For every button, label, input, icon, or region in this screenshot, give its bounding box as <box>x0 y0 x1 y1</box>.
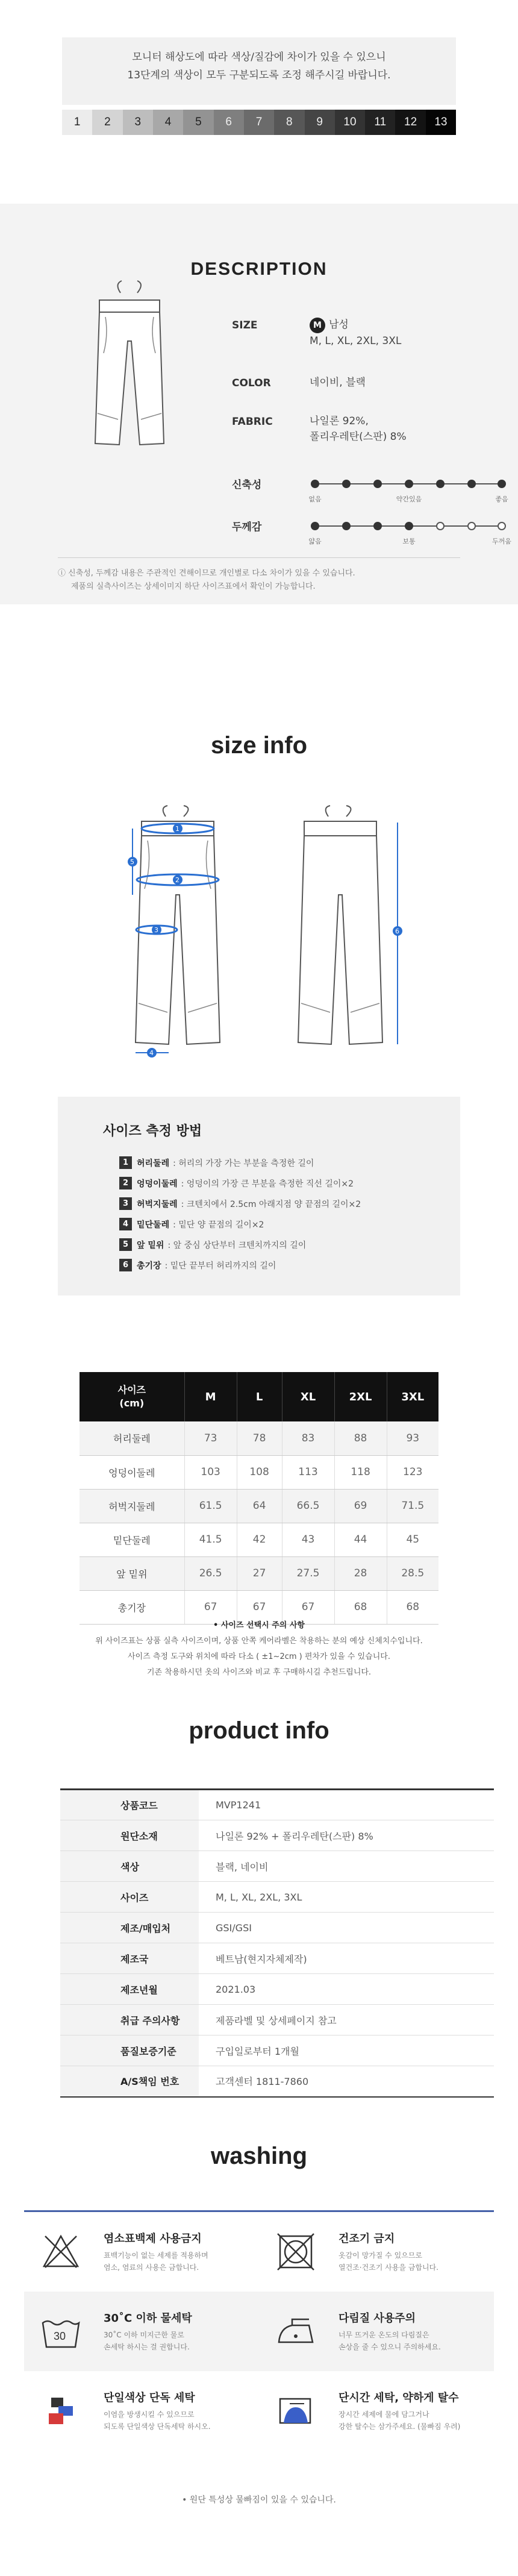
cell: 68 <box>334 1590 387 1624</box>
scale-dot <box>498 522 506 530</box>
note-line-1: ⓘ 신축성, 두께감 내용은 주관적인 견해이므로 개인별로 다소 차이가 있을 수 있습니다. <box>58 569 355 578</box>
washing-desc-line: 되도록 단일색상 단독세탁 하시오. <box>104 2422 211 2431</box>
measure-num: 2 <box>119 1177 132 1189</box>
info-value: 2021.03 <box>199 1974 494 2005</box>
cell: 66.5 <box>282 1489 334 1523</box>
table-row <box>60 1913 494 1943</box>
size-value <box>310 317 401 349</box>
info-key: 색상 <box>60 1851 199 1882</box>
cell: 28.5 <box>387 1556 438 1590</box>
scale-dot <box>342 522 351 530</box>
table-row <box>80 1556 438 1590</box>
measure-desc: : 크텐치에서 2.5cm 아래지점 양 끝점의 길이×2 <box>181 1199 361 1209</box>
table-row <box>60 2066 494 2097</box>
washing-item-title: 다림질 사용주의 <box>339 2312 416 2325</box>
description-title: DESCRIPTION <box>190 259 328 279</box>
measure-desc: : 앞 중심 상단부터 크텐치까지의 길이 <box>167 1240 307 1250</box>
stretch-label: 신축성 <box>232 479 262 491</box>
cell: 68 <box>387 1590 438 1624</box>
scale-dot <box>436 522 445 530</box>
notice-line-2: 13단계의 색상이 모두 구분되도록 조정 해주시길 바랍니다. <box>127 69 391 81</box>
row-label: 허벅지둘레 <box>80 1489 184 1523</box>
gentle-wash-icon <box>274 2389 317 2433</box>
cell: 69 <box>334 1489 387 1523</box>
cell: 61.5 <box>184 1489 237 1523</box>
svg-text:1: 1 <box>175 825 179 833</box>
size-note-line-3: 기존 착용하시던 옷의 사이즈와 비교 후 구매하시길 추천드립니다. <box>146 1668 372 1677</box>
no-tumble-dry-icon <box>274 2230 317 2274</box>
table-row <box>80 1455 438 1489</box>
size-note-line-2: 사이즈 측정 도구와 위치에 따라 다소 ( ±1~2cm ) 편차가 있을 수 있습니다. <box>128 1652 390 1661</box>
washing-row <box>24 2212 494 2292</box>
svg-text:5: 5 <box>130 858 134 866</box>
measure-name: 허리둘레 <box>137 1158 170 1168</box>
grayscale-step: 8 <box>274 110 304 135</box>
pants-sketch-icon <box>78 275 181 456</box>
table-row <box>60 2005 494 2035</box>
cell: 67 <box>184 1590 237 1624</box>
info-value: 구입일로부터 1개월 <box>199 2035 494 2066</box>
info-key: 품질보증기준 <box>60 2035 199 2066</box>
info-key: 상품코드 <box>60 1790 199 1820</box>
svg-text:30: 30 <box>54 2330 66 2342</box>
measure-item <box>119 1238 306 1251</box>
washing-item-title: 염소표백제 사용금지 <box>104 2233 202 2245</box>
size-note-line-1: 위 사이즈표는 상품 실측 사이즈이며, 상품 안쪽 케어라벨은 착용하는 분의 예상 신체치수입니다. <box>95 1637 423 1646</box>
measure-num: 6 <box>119 1259 132 1271</box>
washing-item-desc <box>339 2249 486 2274</box>
table-row <box>60 1974 494 2005</box>
row-label: 총기장 <box>80 1590 184 1624</box>
note-line-2: 제품의 실측사이즈는 상세이미지 하단 사이즈표에서 확인이 가능합니다. <box>71 582 316 591</box>
info-value: 고객센터 1811-7860 <box>199 2066 494 2097</box>
scale-dot <box>405 522 413 530</box>
cell: 73 <box>184 1421 237 1455</box>
measure-num: 3 <box>119 1197 132 1210</box>
table-row <box>80 1489 438 1523</box>
washing-item-title: 단일색상 단독 세탁 <box>104 2392 195 2404</box>
measure-name: 밑단둘레 <box>137 1220 170 1230</box>
scale-dot <box>467 522 476 530</box>
grayscale-step: 4 <box>153 110 183 135</box>
washing-item <box>259 2212 494 2292</box>
washing-item-desc <box>104 2329 251 2353</box>
scale-label: 두꺼움 <box>492 537 511 545</box>
size-list: M, L, XL, 2XL, 3XL <box>310 335 402 347</box>
grayscale-step: 3 <box>123 110 153 135</box>
cell: 108 <box>237 1455 282 1489</box>
scale-dot <box>467 480 476 488</box>
stretch-scale <box>310 478 508 509</box>
row-label: 밑단둘레 <box>80 1523 184 1556</box>
header-col: L <box>237 1372 282 1421</box>
cell: 41.5 <box>184 1523 237 1556</box>
measure-num: 5 <box>119 1238 132 1251</box>
info-key: 제조/매입처 <box>60 1913 199 1943</box>
size-info-title: size info <box>210 732 308 759</box>
info-key: 제조년월 <box>60 1974 199 2005</box>
scale-label: 좋음 <box>495 495 508 503</box>
no-bleach-icon <box>39 2230 83 2274</box>
washing-desc-line: 열건조·건조기 사용을 금합니다. <box>339 2263 438 2272</box>
grayscale-step: 6 <box>214 110 244 135</box>
measure-desc: : 밑단 양 끝점의 길이×2 <box>173 1220 264 1230</box>
divider <box>58 557 460 558</box>
scale-dot <box>342 480 351 488</box>
washing-desc-line: 옷감이 망가질 수 있으므로 <box>339 2251 422 2260</box>
scale-dot <box>405 480 413 488</box>
measure-name: 앞 밑위 <box>137 1240 164 1250</box>
measure-name: 허벅지둘레 <box>137 1199 178 1209</box>
cell: 123 <box>387 1455 438 1489</box>
product-info-title: product info <box>189 1717 329 1744</box>
cell: 44 <box>334 1523 387 1556</box>
cell: 83 <box>282 1421 334 1455</box>
cell: 64 <box>237 1489 282 1523</box>
washing-row <box>24 2371 494 2451</box>
washing-desc-line: 표백기능이 없는 세제를 적용하며 <box>104 2251 208 2260</box>
grayscale-step: 5 <box>183 110 213 135</box>
info-value: MVP1241 <box>199 1790 494 1820</box>
grayscale-step: 7 <box>244 110 274 135</box>
wash-30-icon <box>39 2310 83 2353</box>
measure-desc: : 허리의 가장 가는 부분을 측정한 길이 <box>173 1158 314 1168</box>
row-label: 허리둘레 <box>80 1421 184 1455</box>
thickness-scale <box>308 521 511 551</box>
cell: 42 <box>237 1523 282 1556</box>
grayscale-step: 2 <box>92 110 122 135</box>
notice-line-1: 모니터 해상도에 따라 색상/질감에 차이가 있을 수 있으니 <box>132 51 386 63</box>
size-table-header <box>80 1372 438 1421</box>
cell: 113 <box>282 1455 334 1489</box>
header-col: XL <box>282 1372 334 1421</box>
washing-desc-line: 염소, 염료의 사용은 금합니다. <box>104 2263 199 2272</box>
info-value: 나일론 92% + 폴리우레탄(스판) 8% <box>199 1820 494 1851</box>
cell: 28 <box>334 1556 387 1590</box>
color-value: 네이비, 블랙 <box>310 377 366 389</box>
row-label: 앞 밑위 <box>80 1556 184 1590</box>
row-label: 엉덩이둘레 <box>80 1455 184 1489</box>
measure-item <box>119 1156 314 1169</box>
measurement-title: 사이즈 측정 방법 <box>103 1124 202 1139</box>
grayscale-step: 12 <box>395 110 425 135</box>
measurement-guide <box>58 1097 460 1296</box>
svg-text:4: 4 <box>149 1049 154 1057</box>
info-key: 사이즈 <box>60 1882 199 1913</box>
size-diagram-front-icon <box>108 804 247 1064</box>
cell: 43 <box>282 1523 334 1556</box>
cell: 103 <box>184 1455 237 1489</box>
description-section <box>0 204 518 604</box>
measure-item <box>119 1177 354 1189</box>
measure-desc: : 밑단 끝부터 허리까지의 길이 <box>164 1261 276 1271</box>
info-value: 블랙, 네이비 <box>199 1851 494 1882</box>
washing-item-title: 30˚C 이하 물세탁 <box>104 2312 192 2325</box>
info-value: M, L, XL, 2XL, 3XL <box>199 1882 494 1913</box>
thickness-label: 두께감 <box>232 521 262 533</box>
info-value: 제품라벨 및 상세페이지 참고 <box>199 2005 494 2035</box>
washing-item <box>259 2371 494 2451</box>
cell: 118 <box>334 1455 387 1489</box>
header-col: 3XL <box>387 1372 438 1421</box>
washing-item-desc <box>104 2408 251 2433</box>
grayscale-step: 13 <box>426 110 456 135</box>
size-note-title: • 사이즈 선택시 주의 사항 <box>213 1621 305 1630</box>
washing-desc-line: 장시간 세제에 물에 담그거나 <box>339 2410 429 2419</box>
size-note <box>0 1618 518 1681</box>
washing-desc-line: 강한 탈수는 삼가주세요. (물빠짐 우려) <box>339 2422 461 2431</box>
scale-dot <box>373 522 382 530</box>
size-table <box>80 1372 438 1625</box>
washing-desc-line: 손상을 줄 수 있으니 주의하세요. <box>339 2343 441 2351</box>
measure-item <box>119 1197 361 1210</box>
washing-item-title: 단시간 세탁, 약하게 탈수 <box>339 2392 459 2404</box>
svg-text:2: 2 <box>175 876 179 884</box>
scale-label: 약간있음 <box>396 495 422 503</box>
table-row <box>60 1943 494 1974</box>
washing-desc-line: 30˚C 이하 미지근한 물로 <box>104 2331 184 2339</box>
header-unit: (cm) <box>119 1397 145 1409</box>
cell: 93 <box>387 1421 438 1455</box>
table-row <box>60 1820 494 1851</box>
grayscale-step: 11 <box>365 110 395 135</box>
fabric-label: FABRIC <box>232 416 273 428</box>
cell: 27.5 <box>282 1556 334 1590</box>
table-row <box>60 1851 494 1882</box>
product-info-table <box>60 1788 494 2098</box>
scale-dot <box>373 480 382 488</box>
washing-item-desc <box>339 2329 486 2353</box>
color-notice-box <box>62 37 456 105</box>
grayscale-step: 10 <box>335 110 365 135</box>
separate-wash-icon <box>39 2389 83 2433</box>
cell: 88 <box>334 1421 387 1455</box>
cell: 26.5 <box>184 1556 237 1590</box>
fabric-line-1: 나일론 92%, <box>310 415 369 427</box>
color-label: COLOR <box>232 377 271 389</box>
scale-label: 없음 <box>308 495 322 503</box>
cell: 67 <box>282 1590 334 1624</box>
washing-item-desc <box>104 2249 251 2274</box>
info-key: 원단소재 <box>60 1820 199 1851</box>
washing-desc-line: 이염을 방생시킬 수 있으므로 <box>104 2410 195 2419</box>
washing-title: washing <box>210 2143 308 2169</box>
measure-name: 총기장 <box>137 1261 161 1271</box>
scale-dot <box>311 522 319 530</box>
scale-label: 얇음 <box>308 537 322 545</box>
table-row <box>80 1421 438 1455</box>
iron-warning-icon <box>274 2310 317 2353</box>
washing-desc-line: 너무 뜨거운 온도의 다림질은 <box>339 2331 429 2339</box>
washing-footer-note: • 원단 특성상 물빠짐이 있을 수 있습니다. <box>182 2495 336 2505</box>
measure-name: 엉덩이둘레 <box>137 1179 178 1189</box>
header-size <box>80 1372 184 1421</box>
washing-item <box>259 2292 494 2371</box>
washing-item <box>24 2212 259 2292</box>
male-badge: M <box>310 318 325 333</box>
cell: 71.5 <box>387 1489 438 1523</box>
header-col: 2XL <box>334 1372 387 1421</box>
description-note <box>58 567 479 594</box>
washing-item <box>24 2371 259 2451</box>
measure-num: 4 <box>119 1218 132 1230</box>
table-row <box>60 1790 494 1820</box>
info-key: A/S책임 번호 <box>60 2066 199 2097</box>
washing-item-desc <box>339 2408 486 2433</box>
svg-text:3: 3 <box>154 926 158 934</box>
grayscale-step: 9 <box>305 110 335 135</box>
size-diagram-back-icon <box>271 804 422 1064</box>
table-row <box>60 1882 494 1913</box>
washing-grid <box>24 2212 494 2451</box>
measure-item <box>119 1259 276 1271</box>
fabric-value <box>310 413 407 445</box>
info-value: GSI/GSI <box>199 1913 494 1943</box>
table-row <box>80 1523 438 1556</box>
washing-desc-line: 손세탁 하시는 걸 권합니다. <box>104 2343 190 2351</box>
header-col: M <box>184 1372 237 1421</box>
measure-item <box>119 1218 264 1230</box>
scale-dot <box>311 480 319 488</box>
washing-row <box>24 2292 494 2371</box>
fabric-line-2: 폴리우레탄(스판) 8% <box>310 431 407 443</box>
scale-dot <box>436 480 445 488</box>
cell: 27 <box>237 1556 282 1590</box>
size-label: SIZE <box>232 319 258 331</box>
scale-label: 보통 <box>402 537 416 545</box>
gender-text: 남성 <box>329 319 349 331</box>
header-size-label: 사이즈 <box>117 1384 146 1396</box>
cell: 78 <box>237 1421 282 1455</box>
washing-item <box>24 2292 259 2371</box>
info-value: 베트남(현지자체제작) <box>199 1943 494 1974</box>
color-notice-section <box>0 0 518 148</box>
scale-dot <box>498 480 506 488</box>
grayscale-bar <box>62 110 456 135</box>
measure-num: 1 <box>119 1156 132 1169</box>
measure-desc: : 엉덩이의 가장 큰 부분을 측정한 직선 길이×2 <box>181 1179 354 1189</box>
table-row <box>60 2035 494 2066</box>
grayscale-step: 1 <box>62 110 92 135</box>
washing-item-title: 건조기 금지 <box>339 2233 395 2245</box>
svg-text:6: 6 <box>395 927 399 935</box>
cell: 67 <box>237 1590 282 1624</box>
cell: 45 <box>387 1523 438 1556</box>
info-key: 취급 주의사항 <box>60 2005 199 2035</box>
info-key: 제조국 <box>60 1943 199 1974</box>
